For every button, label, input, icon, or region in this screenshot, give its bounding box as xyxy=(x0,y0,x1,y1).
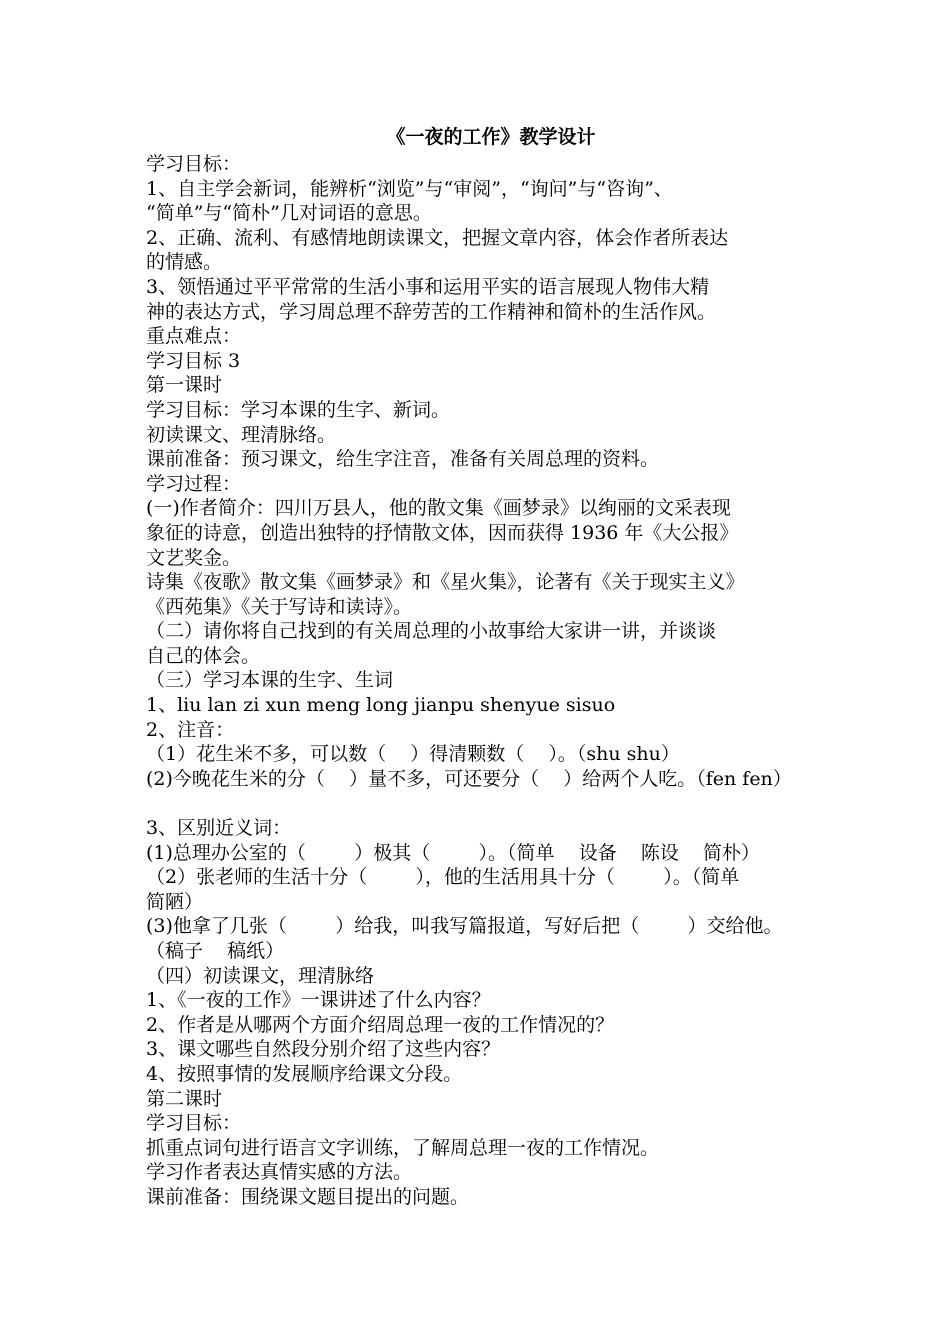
text-line: 课前准备：预习课文，给生字注音，准备有关周总理的资料。 xyxy=(146,448,660,471)
text-line: 1、liu lan zi xun meng long jianpu shenyue sisuo xyxy=(146,694,616,717)
text-line: 第二课时 xyxy=(146,1087,223,1110)
text-line: 2、作者是从哪两个方面介绍周总理一夜的工作情况的？ xyxy=(146,1013,615,1036)
text-line: 课前准备：围绕课文题目提出的问题。 xyxy=(146,1185,470,1208)
text-line: 第一课时 xyxy=(146,374,223,397)
text-line: (2)今晚花生米的分（ ）量不多，可还要分（ ）给两个人吃。（fen fen） xyxy=(146,767,792,790)
text-line: （稿子 稿纸） xyxy=(146,940,285,962)
text-line: 自己的体会。 xyxy=(146,644,261,667)
text-line: 4、按照事情的发展顺序给课文分段。 xyxy=(146,1062,463,1085)
text-line: 学习目标： xyxy=(146,153,242,175)
text-line: （二）请你将自己找到的有关周总理的小故事给大家讲一讲，并谈谈 xyxy=(146,620,717,643)
text-line: 3、区别近义词： xyxy=(146,817,292,840)
text-line: 神的表达方式，学习周总理不辞劳苦的工作精神和简朴的生活作风。 xyxy=(146,300,717,323)
text-line: (1)总理办公室的（ ）极其（ ）。（简单 设备 陈设 简朴） xyxy=(146,841,761,864)
text-line: 学习作者表达真情实感的方法。 xyxy=(146,1161,413,1184)
text-line: 《西苑集》《关于写诗和读诗》。 xyxy=(146,595,413,618)
document-page xyxy=(146,122,826,1210)
text-line: 象征的诗意，创造出独特的抒情散文体，因而获得 1936 年《大公报》 xyxy=(146,521,739,544)
text-line: （四）初读课文，理清脉络 xyxy=(146,964,375,987)
text-line: 1、《一夜的工作》一课讲述了什么内容？ xyxy=(146,989,491,1012)
text-line: （1）花生米不多，可以数（ ）得清颗数（ ）。（shu shu） xyxy=(146,743,680,766)
text-line: 文艺奖金。 xyxy=(146,546,242,569)
text-line: （三）学习本课的生字、生词 xyxy=(146,669,394,692)
text-line: 3、领悟通过平平常常的生活小事和运用平实的语言展现人物伟大精 xyxy=(146,275,710,298)
text-line: 的情感。 xyxy=(146,251,223,274)
text-line: (3)他拿了几张（ ）给我，叫我写篇报道，写好后把（ ）交给他。 xyxy=(146,915,783,938)
text-line: 学习目标 3 xyxy=(146,349,241,372)
text-line: 学习目标： xyxy=(146,1112,242,1135)
text-line: 3、课文哪些自然段分别介绍了这些内容？ xyxy=(146,1038,501,1061)
text-line: 诗集《夜歌》散文集《画梦录》和《星火集》，论著有《关于现实主义》 xyxy=(146,571,745,594)
text-line: 抓重点词句进行语言文字训练，了解周总理一夜的工作情况。 xyxy=(146,1136,660,1159)
text-line: (一)作者简介：四川万县人，他的散文集《画梦录》以绚丽的文采表现 xyxy=(146,497,731,520)
text-line: 学习过程： xyxy=(146,472,242,495)
text-line: 2、注音： xyxy=(146,718,235,741)
text-line: 简陋） xyxy=(146,890,204,913)
document-title: 《一夜的工作》教学设计 xyxy=(386,126,596,148)
text-line: 初读课文、理清脉络。 xyxy=(146,423,337,446)
blank-line xyxy=(146,791,826,816)
text-line: “简单”与“简朴”几对词语的意思。 xyxy=(146,202,432,225)
text-line: 1、自主学会新词，能辨析“浏览”与“审阅”，“询问”与“咨询”、 xyxy=(146,177,673,200)
text-line: （2）张老师的生活十分（ ），他的生活用具十分（ ）。（简单 xyxy=(146,866,740,889)
text-line: 学习目标：学习本课的生字、新词。 xyxy=(146,398,451,421)
text-line: 重点难点： xyxy=(146,325,242,348)
text-line: 2、正确、流利、有感情地朗读课文，把握文章内容，体会作者所表达 xyxy=(146,226,729,249)
document-body xyxy=(146,152,826,1210)
